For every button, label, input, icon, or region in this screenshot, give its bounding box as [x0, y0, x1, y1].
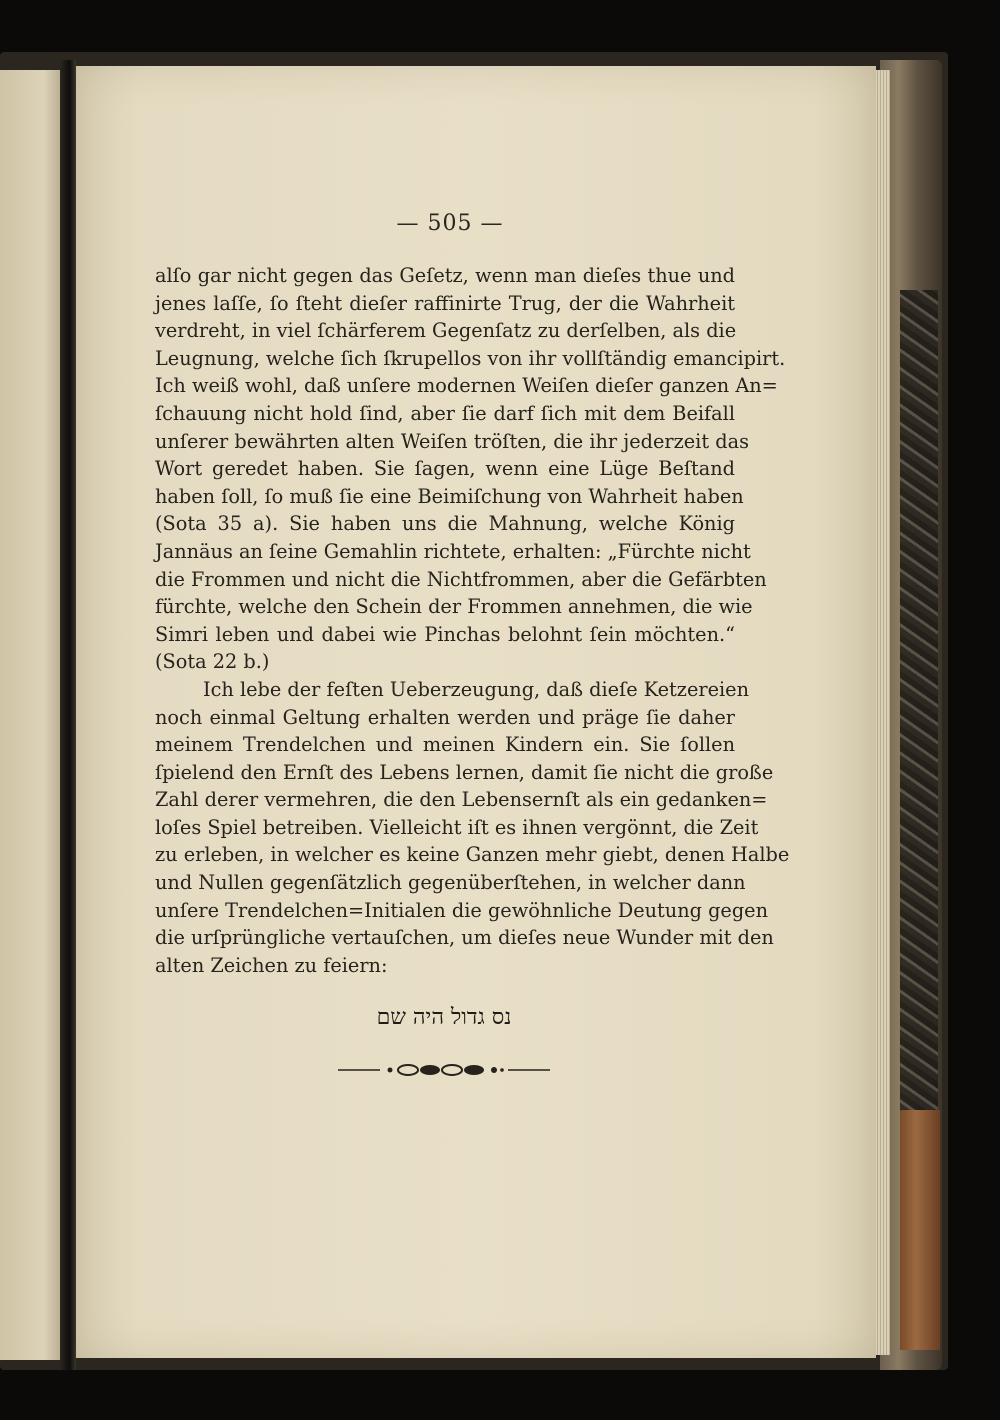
text-line: und Nullen gegenſätzlich gegenüberſtehen, in welcher dann: [155, 871, 746, 895]
text-line: unſere Trendelchen=Initialen die gewöhnliche Deutung gegen: [155, 898, 769, 922]
text-line: haben ſoll, ſo muß ſie eine Beimiſchung von Wahrheit haben: [155, 484, 744, 508]
text-line: meinem Trendelchen und meinen Kindern ein. Sie ſollen: [155, 733, 735, 757]
text-line: loſes Spiel betreiben. Vielleicht iſt es ihnen vergönnt, die Zeit: [155, 815, 759, 839]
text-line: (Sota 22 b.): [155, 650, 270, 674]
text-line: fürchte, welche den Schein der Frommen annehmen, die wie: [155, 595, 753, 619]
text-line: ſchauung nicht hold ſind, aber ſie darf ſich mit dem Beifall: [155, 401, 735, 425]
text-line: jenes laſſe, ſo ſteht dieſer raffinirte Trug, der die Wahrheit: [155, 291, 735, 315]
text-line: zu erleben, in welcher es keine Ganzen mehr giebt, denen Halbe: [155, 843, 790, 867]
text-line: unſerer bewährten alten Weiſen tröſten, die ihr jederzeit das: [155, 429, 749, 453]
text-line: Simri leben und dabei wie Pinchas belohnt ſein möchten.“: [155, 622, 735, 646]
text-line: Zahl derer vermehren, die den Lebensernſt als ein gedanken=: [155, 788, 768, 812]
marbled-cover-board: [900, 290, 938, 1110]
hebrew-inscription: נס גדול היה שם: [376, 1005, 512, 1030]
text-line: (Sota 35 a). Sie haben uns die Mahnung, welche König: [155, 512, 735, 536]
book-gutter: [60, 60, 76, 1370]
body-text: [155, 262, 790, 979]
leather-corner: [900, 1110, 940, 1350]
ornament-divider: [338, 1062, 550, 1078]
text-line: Ich lebe der feſten Ueberzeugung, daß dieſe Ketzereien: [203, 677, 749, 701]
text-line: noch einmal Geltung erhalten werden und präge ſie daher: [155, 705, 735, 729]
facing-page-edge: [0, 70, 62, 1360]
text-line: ſpielend den Ernſt des Lebens lernen, damit ſie nicht die große: [155, 760, 774, 784]
text-line: die Frommen und nicht die Nichtfrommen, aber die Gefärbten: [155, 567, 767, 591]
text-line: alſo gar nicht gegen das Geſetz, wenn man dieſes thue und: [155, 264, 735, 287]
text-line: die urſprüngliche vertauſchen, um dieſes neue Wunder mit den: [155, 926, 774, 950]
page-number: — 505 —: [396, 211, 504, 236]
text-line: Wort geredet haben. Sie ſagen, wenn eine Lüge Beſtand: [155, 457, 735, 481]
text-line: alten Zeichen zu feiern:: [155, 953, 388, 977]
text-line: Ich weiß wohl, daß unſere modernen Weiſen dieſer ganzen An=: [155, 374, 778, 398]
text-line: Leugnung, welche ſich ſkrupellos von ihr vollſtändig emancipirt.: [155, 346, 786, 370]
text-line: verdreht, in viel ſchärferem Gegenſatz zu derſelben, als die: [155, 319, 737, 343]
text-line: Jannäus an ſeine Gemahlin richtete, erhalten: „Fürchte nicht: [155, 539, 751, 563]
